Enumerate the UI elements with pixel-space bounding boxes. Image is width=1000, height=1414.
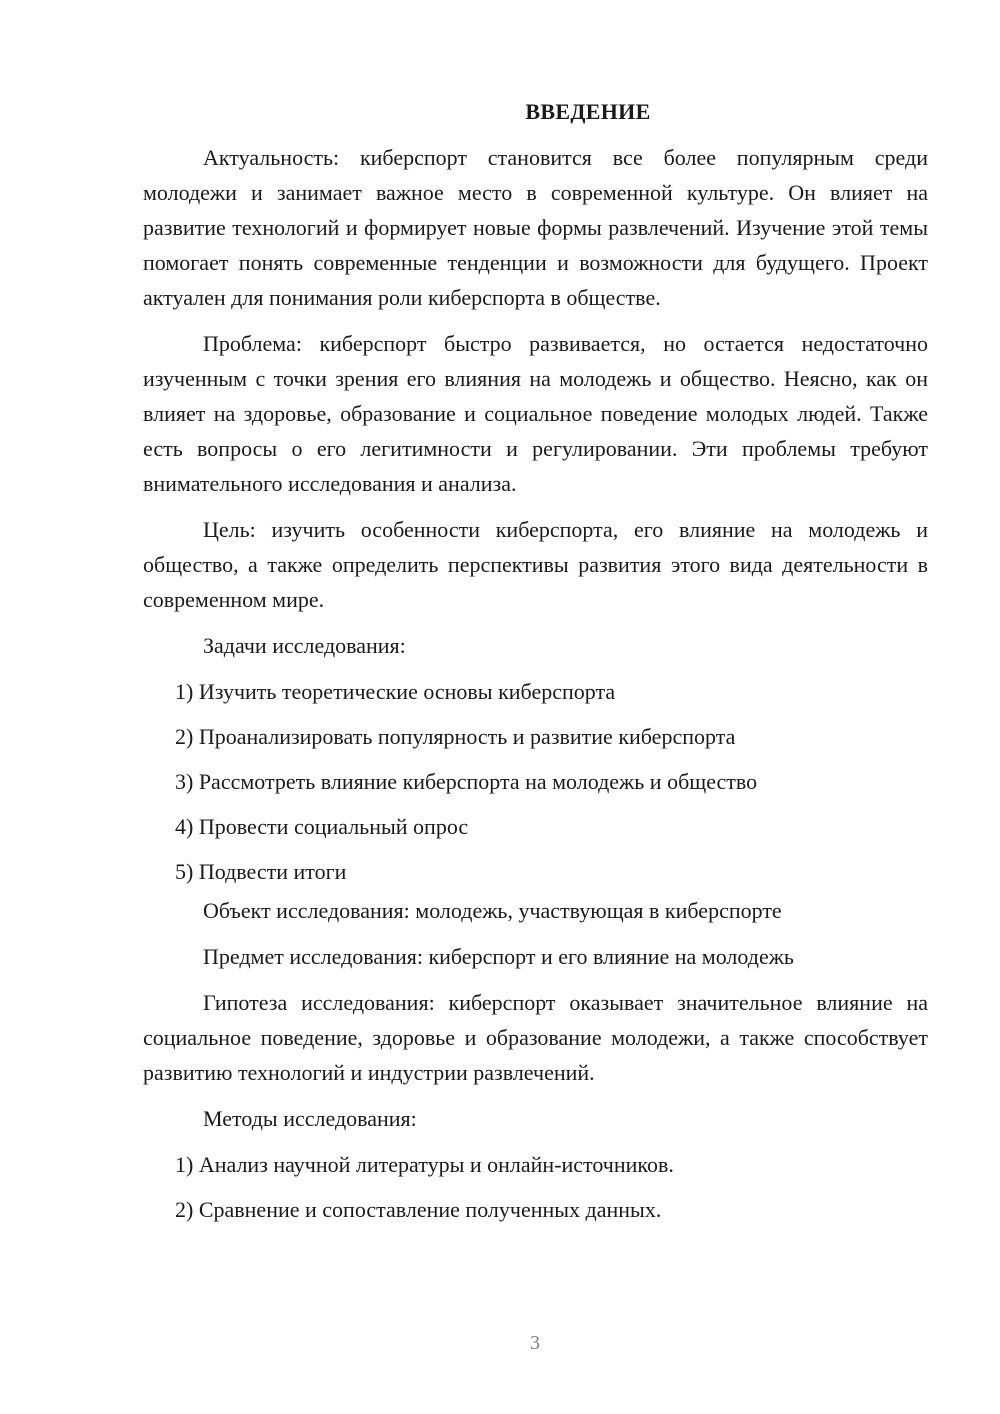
tasks-list: [143, 674, 928, 889]
task-item: 2) Проанализировать популярность и развитие киберспорта: [175, 724, 736, 749]
page-title: ВВЕДЕНИЕ: [525, 99, 651, 124]
task-item: 4) Провести социальный опрос: [175, 814, 469, 839]
task-item: 1) Изучить теоретические основы киберспорта: [175, 679, 616, 704]
methods-list: [143, 1147, 928, 1227]
tasks-heading: Задачи исследования:: [203, 633, 406, 658]
page-number: 3: [530, 1332, 540, 1354]
object-paragraph: Объект исследования: молодежь, участвующая в киберспорте: [203, 898, 782, 923]
methods-heading: Методы исследования:: [203, 1106, 417, 1131]
relevance-paragraph: Актуальность: киберспорт становится все более популярным среди молодежи и занимает важное место в современной культуре. Он влияет на развитие технологий и формирует новые формы развлечений. Изучение этой темы помогает понять современные тенденции и возможности для будущего. Проект актуален для понимания роли киберспорта в обществе.: [143, 145, 928, 310]
method-item: 2) Сравнение и сопоставление полученных данных.: [175, 1197, 662, 1222]
subject-paragraph: Предмет исследования: киберспорт и его влияние на молодежь: [203, 944, 794, 969]
goal-paragraph: Цель: изучить особенности киберспорта, его влияние на молодежь и общество, а также определить перспективы развития этого вида деятельности в современном мире.: [143, 517, 928, 612]
hypothesis-paragraph: Гипотеза исследования: киберспорт оказывает значительное влияние на социальное поведение, здоровье и образование молодежи, а также способствует развитию технологий и индустрии развлечений.: [143, 990, 928, 1085]
method-item: 1) Анализ научной литературы и онлайн-источников.: [175, 1152, 674, 1177]
document-page: [143, 94, 928, 1237]
problem-paragraph: Проблема: киберспорт быстро развивается, но остается недостаточно изученным с точки зрения его влияния на молодежь и общество. Неясно, как он влияет на здоровье, образование и социальное поведение молодых людей. Также есть вопросы о его легитимности и регулировании. Эти проблемы требуют внимательного исследования и анализа.: [143, 331, 928, 496]
task-item: 3) Рассмотреть влияние киберспорта на молодежь и общество: [175, 769, 758, 794]
task-item: 5) Подвести итоги: [175, 859, 347, 884]
